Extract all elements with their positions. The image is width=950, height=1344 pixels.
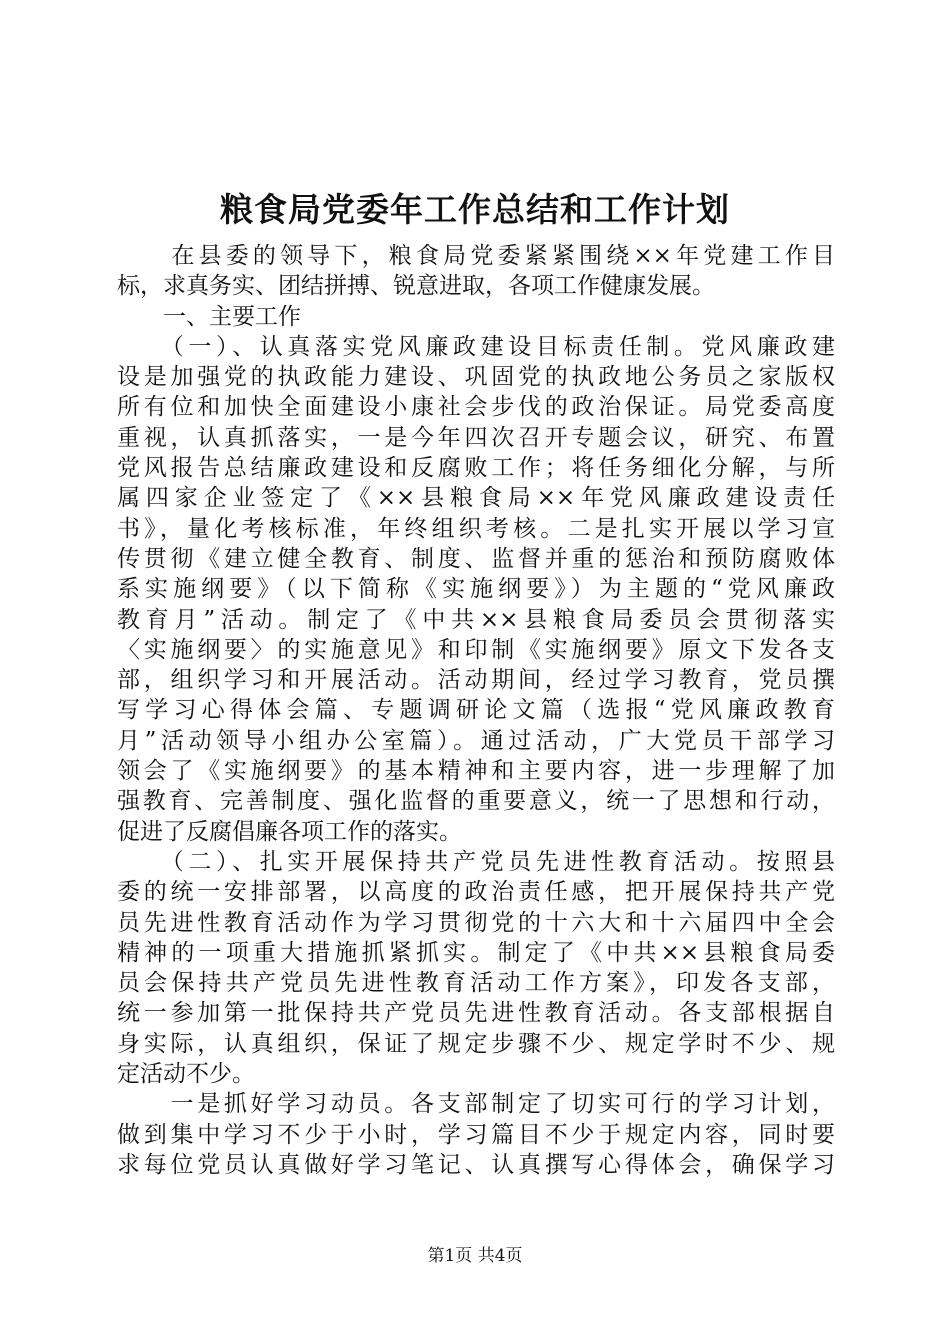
body-text-line: 身实际，认真组织，保证了规定步骤不少、规定学时不少、规 [117, 1030, 835, 1057]
body-text-line: 促进了反腐倡廉各项工作的落实。 [117, 818, 462, 845]
body-text-line: 写学习心得体会篇、专题调研论文篇（选报“党风廉政教育 [117, 697, 835, 724]
body-text-line: 党风报告总结廉政建设和反腐败工作；将任务细化分解，与所 [117, 455, 835, 482]
body-text-line: （一）、认真落实党风廉政建设目标责任制。党风廉政建 [117, 333, 835, 360]
body-text-line: 标，求真务实、团结拼搏、锐意进取，各项工作健康发展。 [117, 273, 715, 300]
body-text-line: 强教育、完善制度、强化监督的重要意义，统一了思想和行动， [117, 788, 835, 815]
body-text-line: 重视，认真抓落实，一是今年四次召开专题会议，研究、布置 [117, 424, 835, 451]
body-text-line: 做到集中学习不少于小时，学习篇目不少于规定内容，同时要 [117, 1121, 835, 1148]
body-text-line: 求每位党员认真做好学习笔记、认真撰写心得体会，确保学习 [117, 1151, 835, 1178]
body-text-line: 在县委的领导下，粮食局党委紧紧围绕××年党建工作目 [117, 243, 835, 269]
body-text-line: 传贯彻《建立健全教育、制度、监督并重的惩治和预防腐败体 [117, 545, 835, 572]
body-text-line: 定活动不少。 [117, 1061, 255, 1088]
body-text-line: 部，组织学习和开展活动。活动期间，经过学习教育，党员撰 [117, 667, 835, 694]
body-text-line: 员先进性教育活动作为学习贯彻党的十六大和十六届四中全会 [117, 909, 835, 936]
body-text-line: 一、主要工作 [117, 303, 301, 330]
document-body [117, 241, 835, 1180]
body-text-line: 教育月”活动。制定了《中共××县粮食局委员会贯彻落实 [117, 606, 835, 633]
body-text-line: 一是抓好学习动员。各支部制定了切实可行的学习计划， [117, 1091, 835, 1118]
body-text-line: 统一参加第一批保持共产党员先进性教育活动。各支部根据自 [117, 1000, 835, 1027]
body-text-line: 精神的一项重大措施抓紧抓实。制定了《中共××县粮食局委 [117, 939, 835, 966]
page-footer: 第1页 共4页 [427, 1246, 523, 1266]
body-text-line: 系实施纲要》（以下简称《实施纲要》）为主题的“党风廉政 [117, 576, 835, 603]
document-title: 粮食局党委年工作总结和工作计划 [220, 190, 730, 229]
body-text-line: 书》，量化考核标准，年终组织考核。二是扎实开展以学习宣 [117, 515, 835, 542]
body-text-line: 委的统一安排部署，以高度的政治责任感，把开展保持共产党 [117, 879, 835, 906]
body-text-line: 领会了《实施纲要》的基本精神和主要内容，进一步理解了加 [117, 758, 835, 785]
body-text-line: 员会保持共产党员先进性教育活动工作方案》，印发各支部， [117, 970, 835, 997]
body-text-line: 属四家企业签定了《××县粮食局××年党风廉政建设责任 [117, 485, 835, 512]
body-text-line: 所有位和加快全面建设小康社会步伐的政治保证。局党委高度 [117, 394, 835, 421]
body-text-line: 设是加强党的执政能力建设、巩固党的执政地公务员之家版权 [117, 364, 835, 391]
body-text-line: 月”活动领导小组办公室篇）。通过活动，广大党员干部学习 [117, 727, 835, 754]
body-text-line: （二）、扎实开展保持共产党员先进性教育活动。按照县 [117, 848, 835, 875]
body-text-line: 〈实施纲要〉的实施意见》和印制《实施纲要》原文下发各支 [117, 636, 835, 663]
